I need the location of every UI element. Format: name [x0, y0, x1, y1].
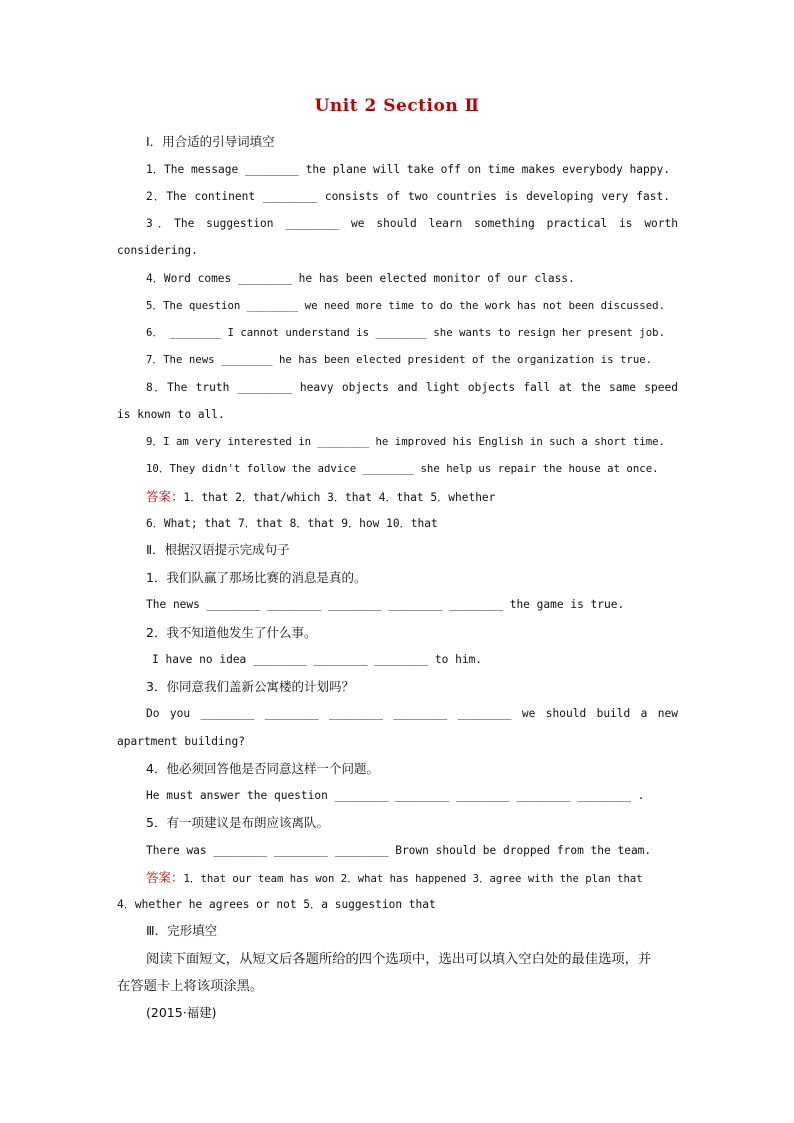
- part2-answer-line-1: [146, 870, 707, 887]
- answer-label: 答案：: [146, 489, 184, 504]
- part2-q3-chinese: 3．你同意我们盖新公寓楼的计划吗？: [146, 679, 354, 694]
- part1-heading: Ⅰ．用合适的引导词填空: [146, 134, 275, 149]
- answer-label: 答案：: [146, 870, 184, 885]
- part1-item-6: 6． ________ I cannot understand is ________ she wants to resign her present job.: [146, 326, 666, 339]
- part2-q1-english: The news ________ ________ ________ ________ ________ the game is true.: [146, 598, 625, 611]
- part3-instructions-2: 在答题卡上将该项涂黑。: [117, 979, 264, 994]
- part1-item-4: 4．Word comes ________ he has been elected monitor of our class.: [146, 272, 575, 285]
- part2-q3-english-cont: apartment building?: [117, 735, 245, 748]
- part2-q4-chinese: 4．他必须回答他是否同意这样一个问题。: [146, 761, 379, 776]
- part1-item-7: 7．The news ________ he has been elected president of the organization is true.: [146, 353, 653, 366]
- part1-answers-a: 1．that 2．that/which 3．that 4．that 5．whether: [183, 491, 496, 504]
- page-title: Unit 2 Section Ⅱ: [314, 96, 480, 116]
- part2-q5-chinese: 5．有一项建议是布朗应该离队。: [146, 815, 329, 830]
- part1-item-10: 10．They didn't follow the advice ________ she help us repair the house at once.: [146, 462, 659, 475]
- part1-item-1: 1．The message ________ the plane will take off on time makes everybody happy.: [146, 163, 670, 176]
- part2-answers-a: 1．that our team has won 2．what has happened 3．agree with the plan that: [183, 873, 643, 885]
- part2-q3-english: Do you ________ ________ ________ ________ ________ we should build a new: [146, 707, 678, 720]
- part2-q5-english: There was ________ ________ ________ Brown should be dropped from the team.: [146, 844, 652, 857]
- part3-instructions-1: 阅读下面短文，从短文后各题所给的四个选项中，选出可以填入空白处的最佳选项，并: [146, 952, 652, 967]
- part2-q2-chinese: 2．我不知道他发生了什么事。: [146, 625, 317, 640]
- part1-item-8-cont: is known to all.: [117, 408, 225, 421]
- part1-item-2: 2．The continent ________ consists of two countries is developing very fast.: [146, 190, 670, 203]
- part2-heading: Ⅱ．根据汉语提示完成句子: [146, 542, 290, 557]
- part1-item-3: 3．The suggestion ________ we should learn something practical is worth: [146, 217, 678, 230]
- part3-source: (2015·福建): [146, 1005, 217, 1020]
- part1-answer-line-2: 6．What; that 7．that 8．that 9．how 10．that: [146, 517, 438, 530]
- part3-heading: Ⅲ．完形填空: [146, 923, 218, 938]
- part2-q2-english: I have no idea ________ ________ ________ to him.: [152, 653, 483, 666]
- part1-item-9: 9．I am very interested in ________ he improved his English in such a short time.: [146, 435, 666, 448]
- part1-answer-line-1: [146, 489, 707, 506]
- part2-answer-line-2: 4．whether he agrees or not 5．a suggestion that: [117, 898, 436, 911]
- part2-q1-chinese: 1．我们队赢了那场比赛的消息是真的。: [146, 570, 367, 585]
- part2-q4-english: He must answer the question ________ ________ ________ ________ ________ .: [146, 789, 645, 802]
- part1-item-8: 8．The truth ________ heavy objects and light objects fall at the same speed: [146, 381, 678, 394]
- part1-item-3-cont: considering.: [117, 244, 198, 257]
- part1-item-5: 5．The question ________ we need more time to do the work has not been discussed.: [146, 299, 666, 312]
